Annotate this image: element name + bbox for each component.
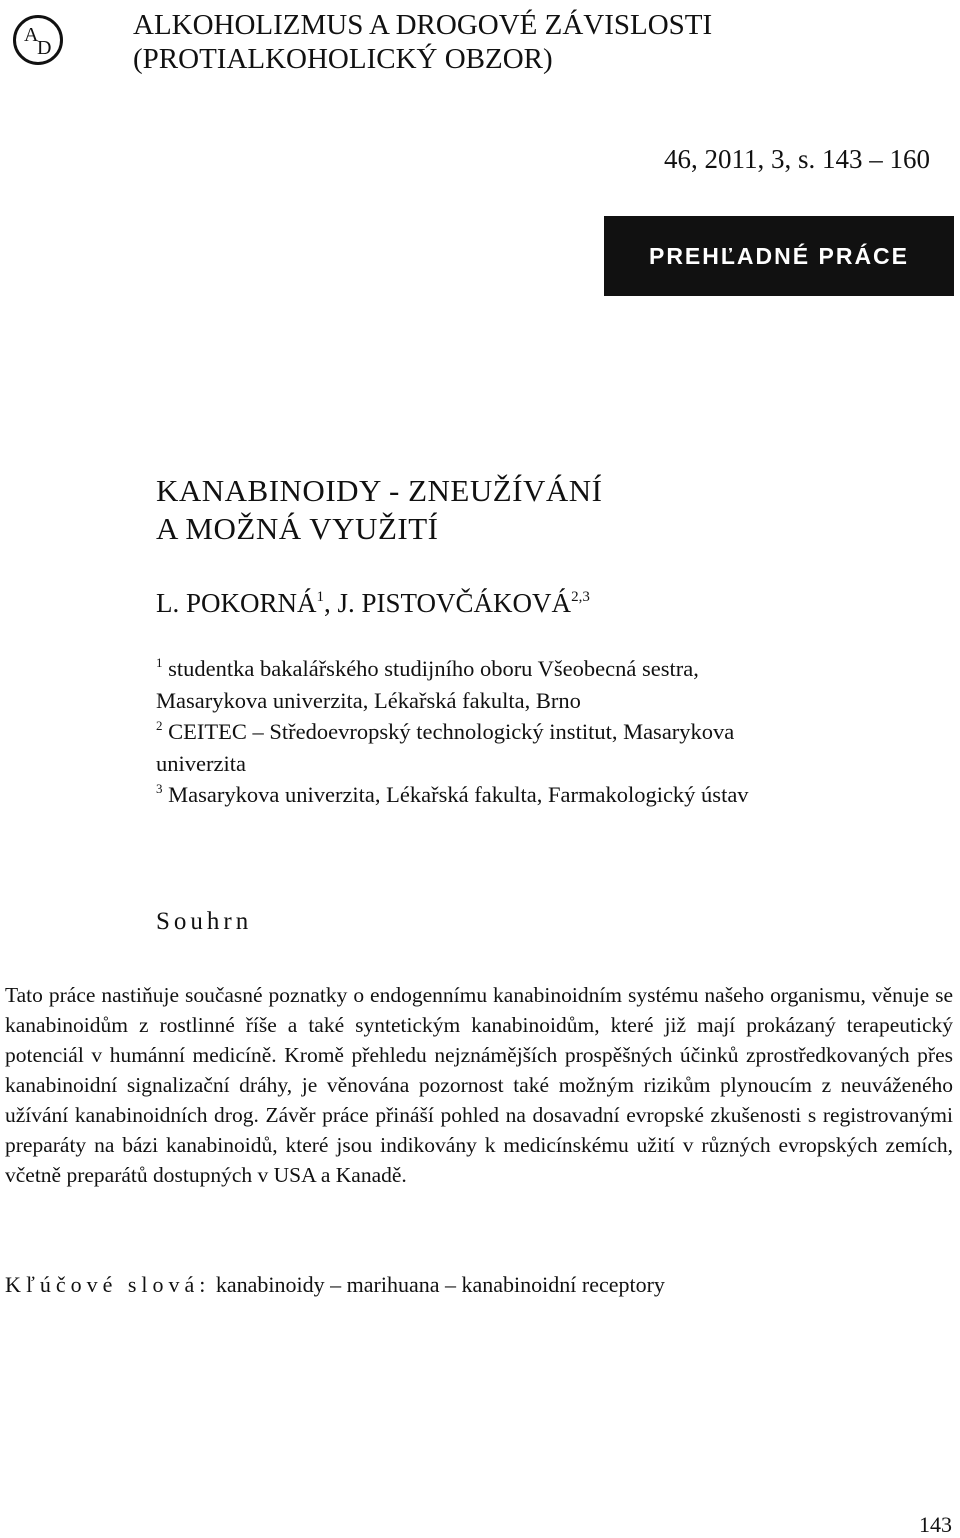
author-2-affiliation: 2,3 <box>571 589 590 605</box>
journal-title-line1: ALKOHOLIZMUS A DROGOVÉ ZÁVISLOSTI <box>133 9 713 41</box>
author-list <box>156 588 590 619</box>
affiliation-line <box>156 653 916 685</box>
affiliation-line <box>156 779 916 811</box>
affiliation-line <box>156 748 916 780</box>
logo-letter-a: A <box>24 24 39 46</box>
article-title-line2: A MOŽNÁ VYUŽITÍ <box>156 511 439 546</box>
journal-title <box>133 8 712 76</box>
section-label-box <box>604 216 954 296</box>
affiliation-number: 2 <box>156 718 163 733</box>
article-title-line1: KANABINOIDY - ZNEUŽÍVÁNÍ <box>156 473 603 508</box>
affiliation-text: univerzita <box>156 750 246 776</box>
keywords-text: kanabinoidy – marihuana – kanabinoidní receptory <box>210 1272 665 1297</box>
page-number: 143 <box>919 1512 952 1537</box>
author-2: J. PISTOVČÁKOVÁ <box>337 588 572 618</box>
affiliation-line <box>156 716 916 748</box>
abstract-heading: Souhrn <box>156 908 253 935</box>
affiliation-number: 1 <box>156 655 163 670</box>
section-label: PREHĽADNÉ PRÁCE <box>648 242 910 269</box>
affiliation-text: CEITEC – Středoevropský technologický institut, Masarykova <box>168 719 735 744</box>
issue-citation: 46, 2011, 3, s. 143 – 160 <box>663 144 930 174</box>
article-title <box>156 472 602 548</box>
author-separator: , <box>324 588 338 618</box>
keywords-label: Kľúčové slová: <box>5 1272 211 1297</box>
affiliation-text: Masarykova univerzita, Lékařská fakulta, Brno <box>156 687 581 713</box>
author-1: L. POKORNÁ <box>156 588 317 618</box>
journal-logo <box>13 15 63 65</box>
affiliation-text: studentka bakalářského studijního oboru Všeobecná sestra, <box>168 656 699 681</box>
affiliations <box>156 653 916 811</box>
affiliation-number: 3 <box>156 781 163 796</box>
logo-letter-d: D <box>37 37 52 59</box>
affiliation-text: Masarykova univerzita, Lékařská fakulta, Farmakologický ústav <box>168 782 749 807</box>
abstract-text: Tato práce nastiňuje současné poznatky o endogennímu kanabinoidním systému našeho organismu, věnuje se kanabinoidům z rostlinné říše a také syntetickým kanabinoidům, které již mají prokázaný terapeutický potenciál v humánní medicíně. Kromě přehledu nejznámějších prospěšných účinků zprostředkovaných přes kanabinoidní signalizační dráhy, je věnována pozornost také možným rizikům plynoucím z neuváženého užívání kanabinoidních drog. Závěr práce přináší pohled na dosavadní evropské zkušenosti s registrovanými preparáty na bázi kanabinoidů, které jsou indikovány k medicínskému užití v různých evropských zemích, včetně preparátů dostupných v USA a Kanadě. <box>5 983 953 1187</box>
keywords <box>5 1272 665 1298</box>
journal-title-line2: (PROTIALKOHOLICKÝ OBZOR) <box>133 43 553 75</box>
affiliation-line <box>156 685 916 717</box>
author-1-affiliation: 1 <box>316 589 325 605</box>
